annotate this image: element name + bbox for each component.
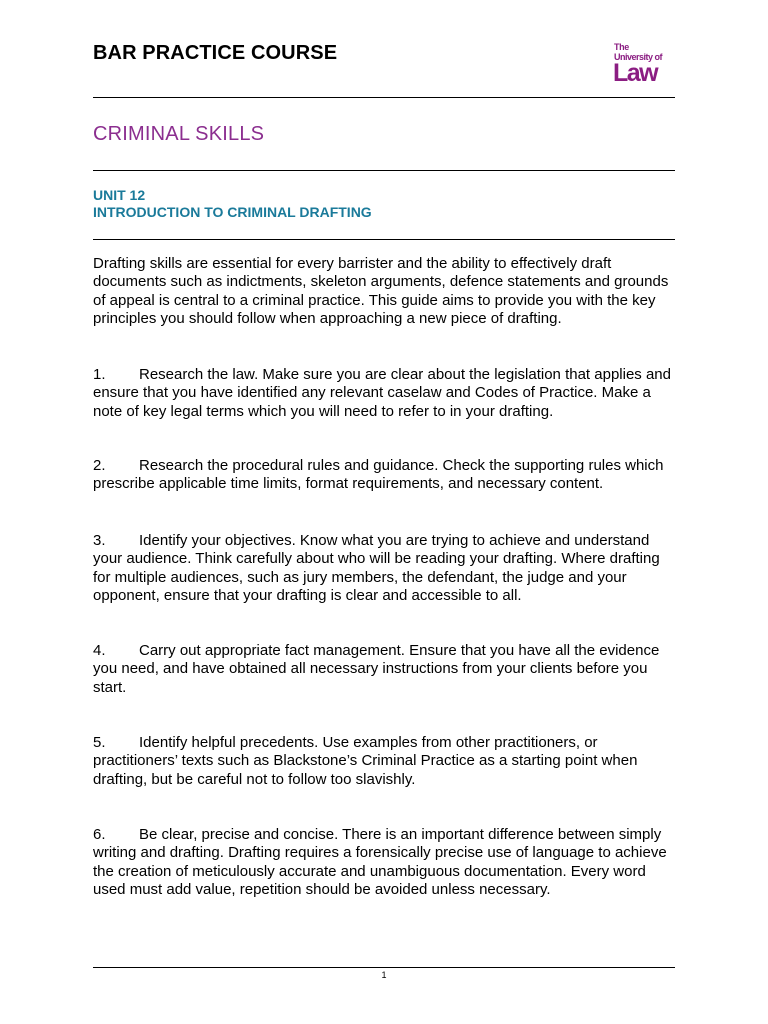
list-item-text: Be clear, precise and concise. There is an important difference between simply writing and drafting. Drafting requires a forensically precise use of language to achieve the creation of meticulously accurate and unambiguous documentation. Every word used must add value, repetition should be avoided unless necessary. xyxy=(93,826,667,898)
list-item-text: Identify helpful precedents. Use examples from other practitioners, or practitioners’ texts such as Blackstone’s Criminal Practice as a starting point when drafting, but be careful not to follow too slavishly. xyxy=(93,734,638,788)
unit-number: UNIT 12 xyxy=(93,187,146,203)
list-item-text: Carry out appropriate fact management. Ensure that you have all the evidence you need, and have obtained all necessary instructions from your clients before you start. xyxy=(93,642,660,696)
header-divider xyxy=(93,97,675,98)
list-item xyxy=(93,642,673,697)
page-number: 1 xyxy=(381,970,387,980)
list-item xyxy=(93,826,673,899)
unit-title: INTRODUCTION TO CRIMINAL DRAFTING xyxy=(93,204,372,220)
list-item-text: Identify your objectives. Know what you are trying to achieve and understand your audience. Think carefully about who will be reading your drafting. Where drafting for multiple audiences, such as jury members, the defendant, the judge and your opponent, ensure that your drafting is clear and accessible to all. xyxy=(93,532,660,604)
list-item-number: 2. xyxy=(93,457,106,474)
list-item xyxy=(93,366,673,421)
footer-divider xyxy=(93,967,675,968)
logo-line-3: Law xyxy=(613,59,658,87)
university-of-law-logo xyxy=(613,43,675,87)
course-title: BAR PRACTICE COURSE xyxy=(93,42,338,64)
intro-paragraph: Drafting skills are essential for every barrister and the ability to effectively draft documents such as indictments, skeleton arguments, defence statements and grounds of appeal is central to a criminal practice. This guide aims to provide you with the key principles you should follow when approaching a new piece of drafting. xyxy=(93,255,669,327)
unit-heading xyxy=(93,187,372,221)
list-item-number: 6. xyxy=(93,826,106,843)
unit-divider xyxy=(93,239,675,240)
list-item-number: 3. xyxy=(93,532,106,549)
logo-line-1: The xyxy=(614,42,629,52)
list-item-number: 4. xyxy=(93,642,106,659)
logo-line-2: University of xyxy=(614,53,663,62)
list-item xyxy=(93,457,673,494)
subject-title: CRIMINAL SKILLS xyxy=(93,123,265,145)
list-item-text: Research the law. Make sure you are clear about the legislation that applies and ensure that you have identified any relevant caselaw and Codes of Practice. Make a note of key legal terms which you will need to refer to in your drafting. xyxy=(93,366,671,420)
list-item-text: Research the procedural rules and guidance. Check the supporting rules which prescribe applicable time limits, format requirements, and necessary content. xyxy=(93,457,664,493)
list-item xyxy=(93,734,673,789)
list-item-number: 5. xyxy=(93,734,106,751)
list-item xyxy=(93,532,673,605)
list-item-number: 1. xyxy=(93,366,106,383)
subject-divider xyxy=(93,170,675,171)
